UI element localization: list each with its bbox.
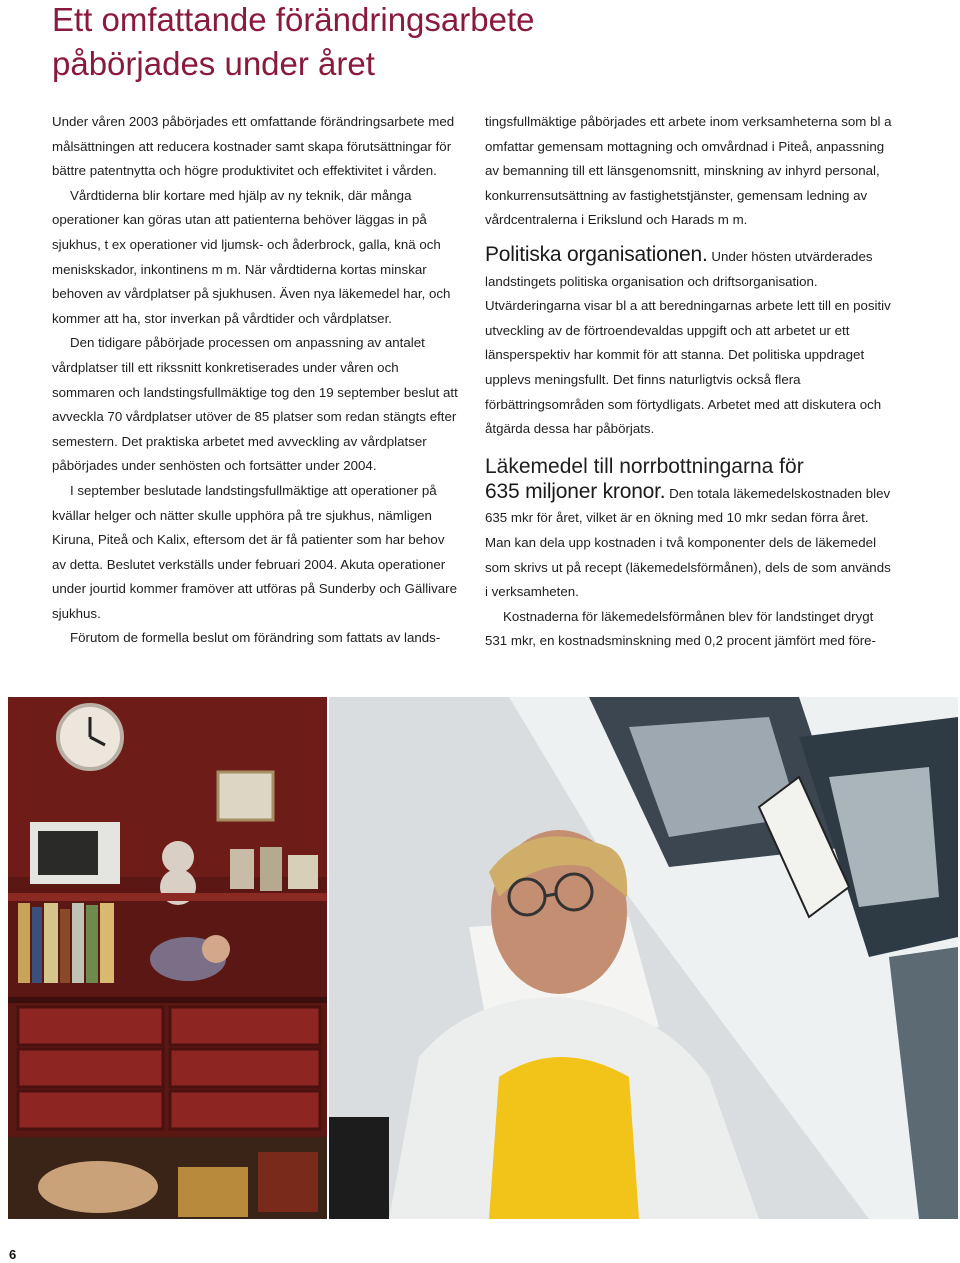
paragraph-forutom: Förutom de formella beslut om förändring som fattats av lands-	[70, 630, 441, 646]
paragraph-vardplatser: Den tidigare påbörjade processen om anpassning av antalet vårdplatser till ett rikssnitt konkretiserades under våren och sommaren och landstingsfullmäktige tog den 19 september beslut att avveckla 70 vårdplatser utöver de 85 platser som redan stängts efter semestern. Det praktiska arbetet med avveckling av vårdplatser påbörjades under senhösten och fortsätter under 2004.	[52, 335, 458, 474]
photo-doctor-xray-illustration	[329, 697, 958, 1219]
photo-childrens-room	[8, 697, 327, 1219]
paragraph-continued: tingsfullmäktige påbörjades ett arbete inom verksamheterna som bl a omfattar gemensam mottagning och omvårdnad i Piteå, anpassning av bemanning till ett länsgenomsnitt, minskning av inhyrd personal, konkurrensutsättning av fastighetstjänster, gemensam ledning av vårdcentralerna i Erikslund och Harads m m.	[485, 114, 892, 228]
page-title	[52, 0, 612, 86]
left-column	[52, 110, 458, 651]
paragraph-operationer: I september beslutade landstingsfullmäktige att operationer på kvällar helger och nätter skulle upphöra på tre sjukhus, nämligen Kiruna, Piteå och Kalix, eftersom det är få patienter som har behov av detta. Beslutet verkställs under februari 2004. Akuta operationer under jourtid kommer framöver att utföras på Sunderby och Gällivare sjukhus.	[52, 482, 458, 621]
photo-doctor-xray	[329, 697, 958, 1219]
photo-strip	[8, 697, 960, 1219]
page-number: 6	[9, 1247, 17, 1262]
photo-childrens-room-illustration	[8, 697, 327, 1219]
title-line-1: Ett omfattande förändringsarbete	[52, 1, 535, 38]
paragraph-politiska: Under hösten utvärderades landstingets politiska organisation och driftsorganisation. Utvärderingarna visar bl a att beredningarnas arbete lett till en positiv utveckling av de förtroendevaldas uppgift och att arbetet ur ett länsperspektiv har kommit för att stanna. Det politiska uppdraget upplevs meningsfullt. Det finns naturligtvis också flera förbättringsområden som förtydligats. Arbetet med att diskutera och åtgärda dessa har påbörjats.	[485, 248, 891, 437]
paragraph-intro: Under våren 2003 påbörjades ett omfattande förändringsarbete med målsättningen att reducera kostnader samt skapa förutsättningar för bättre patentnytta och högre produktivitet och effektivitet i vården.	[52, 114, 455, 179]
paragraph-lakemedel: Den totala läkemedelskostnaden blev 635 mkr för året, vilket är en ökning med 10 mkr sedan förra året. Man kan dela upp kostnaden i två komponenter dels de läkemedel som skrivs ut på recept (läkemedelsförmånen), dels de som används i verksamheten.	[485, 485, 891, 600]
heading-lakemedel-line-2: 635 miljoner kronor.	[485, 479, 666, 503]
paragraph-kostnader: Kostnaderna för läkemedelsförmånen blev för landstinget drygt 531 mkr, en kostnadsminskning med 0,2 procent jämfört med före-	[485, 608, 876, 649]
paragraph-vardtider: Vårdtiderna blir kortare med hjälp av ny teknik, där många operationer kan göras utan att patienterna behöver läggas in på sjukhus, t ex operationer vid ljumsk- och åderbrock, galla, knä och meniskskador, inkontinens m m. När vårdtiderna kortas minskar behoven av vårdplatser på sjukhusen. Även nya läkemedel har, och kommer att ha, stor inverkan på vårdtider och vårdplatser.	[52, 187, 451, 326]
right-column	[485, 110, 895, 654]
section-politiska	[485, 243, 895, 442]
title-line-2: påbörjades under året	[52, 45, 375, 82]
heading-lakemedel-line-1: Läkemedel till norrbottningarna för	[485, 454, 804, 478]
section-lakemedel	[485, 454, 895, 605]
heading-politiska: Politiska organisationen.	[485, 242, 708, 266]
